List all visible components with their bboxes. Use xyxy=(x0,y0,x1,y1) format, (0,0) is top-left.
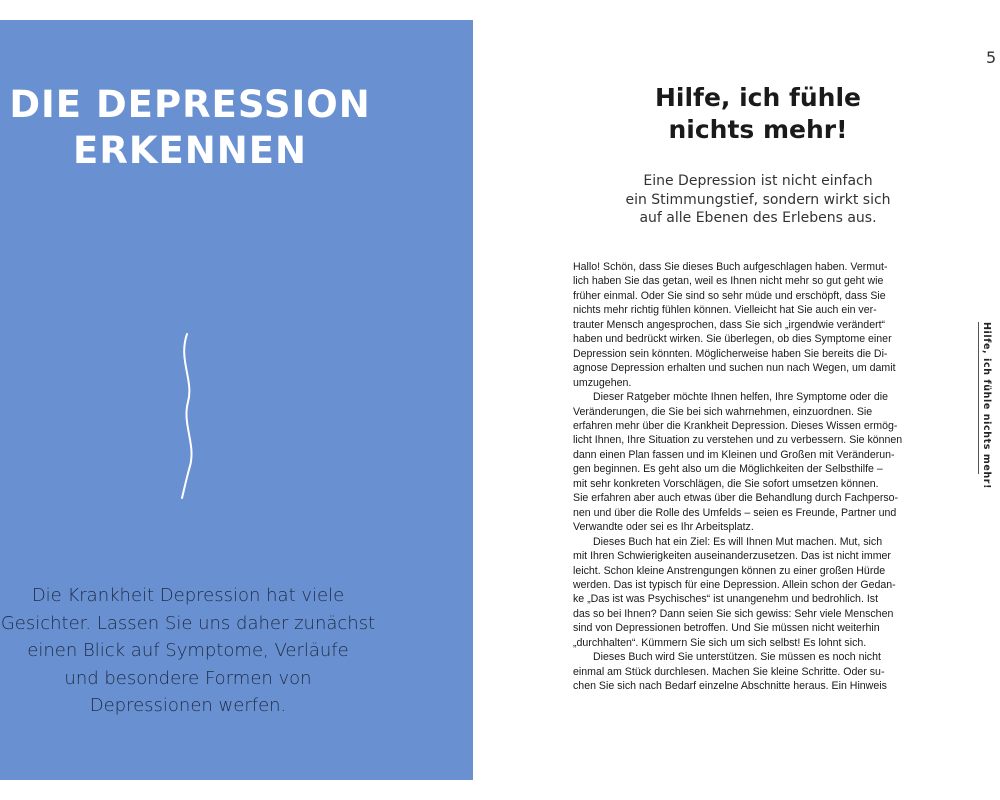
subtitle-line: auf alle Ebenen des Erlebens aus. xyxy=(639,210,877,226)
subtitle-line: ein Stimmungstief, sondern wirkt sich xyxy=(625,191,891,208)
body-line: sind von Depressionen betroffen. Und Sie müssen nicht weiterhin xyxy=(573,622,880,635)
body-line: agnose Depression erhalten und suchen nun nach Wegen, um damit xyxy=(573,362,896,375)
section-heading xyxy=(600,82,916,146)
body-line: nichts mehr richtig fühlen können. Vielleicht hat Sie auch ein ver- xyxy=(573,304,877,317)
body-line: Verwandte oder sei es Ihr Arbeitsplatz. xyxy=(573,521,754,534)
body-line: trauter Mensch angesprochen, dass Sie sich „irgendwie verändert“ xyxy=(573,318,886,331)
body-line: nen und über die Rolle des Umfelds – seien es Freunde, Partner und xyxy=(573,506,897,519)
subtitle-line: Eine Depression ist nicht einfach xyxy=(643,173,873,189)
body-line: früher einmal. Oder Sie sind so sehr müde und erschöpft, dass Sie xyxy=(573,289,886,302)
body-line: Sie erfahren aber auch etwas über die Behandlung durch Fachperso- xyxy=(573,492,899,505)
running-head-text: Hilfe, ich fühle nichts mehr! xyxy=(981,322,992,490)
body-line: Hallo! Schön, dass Sie dieses Buch aufgeschlagen haben. Vermut- xyxy=(573,261,888,273)
body-line: Dieses Buch hat ein Ziel: Es will Ihnen Mut machen. Mut, sich xyxy=(593,535,883,548)
left-page-panel xyxy=(0,20,473,780)
body-text xyxy=(573,260,953,694)
body-line: haben und bedrückt wirken. Sie überlegen, ob dies Symptome einer xyxy=(573,333,892,346)
chapter-title-line: ERKENNEN xyxy=(73,129,307,172)
chapter-intro xyxy=(0,582,376,720)
intro-line: Depressionen werfen. xyxy=(89,695,287,716)
wavy-line-decoration xyxy=(170,330,210,500)
body-line: Veränderungen, die Sie bei sich wahrnehmen, einzuordnen. Sie xyxy=(573,405,873,418)
body-line: chen Sie sich nach Bedarf einzelne Abschnitte heraus. Ein Hinweis xyxy=(573,680,887,693)
body-line: ke „Das ist was Psychisches“ ist unangenehm und bedrohlich. Ist xyxy=(573,593,879,606)
body-line: mit Ihren Schwierigkeiten auseinanderzusetzen. Das ist nicht immer xyxy=(573,550,891,563)
chapter-title xyxy=(0,82,380,174)
intro-line: Die Krankheit Depression hat viele xyxy=(31,585,345,606)
heading-line: Hilfe, ich fühle xyxy=(655,83,861,112)
body-line: einmal am Stück durchlesen. Machen Sie kleine Schritte. Oder su- xyxy=(573,665,885,678)
running-head xyxy=(978,322,995,490)
body-line: erfahren mehr über die Krankheit Depression. Dieses Wissen ermög- xyxy=(573,419,898,432)
body-line: werden. Das ist typisch für eine Depression. Allein schon der Gedan- xyxy=(573,578,896,591)
section-subtitle xyxy=(600,172,916,228)
heading-line: nichts mehr! xyxy=(668,115,848,144)
intro-line: und besondere Formen von xyxy=(64,667,312,689)
body-line: gen beginnen. Es geht also um die Möglichkeiten der Selbsthilfe – xyxy=(573,463,883,476)
body-line: Depression sein könnten. Möglicherweise haben Sie bereits die Di- xyxy=(573,347,888,360)
body-line: „durchhalten“. Kümmern Sie sich um sich selbst! Es lohnt sich. xyxy=(573,636,867,649)
body-line: licht Ihnen, Ihre Situation zu verstehen und zu verbessern. Sie können xyxy=(573,434,903,447)
chapter-title-line: DIE DEPRESSION xyxy=(9,83,371,126)
body-line: lich haben Sie das getan, weil es Ihnen nicht mehr so gut geht wie xyxy=(573,275,884,288)
body-line: mit sehr konkreten Vorschlägen, die Sie sofort umsetzen können. xyxy=(573,477,879,490)
body-line: Dieser Ratgeber möchte Ihnen helfen, Ihre Symptome oder die xyxy=(593,391,889,404)
intro-line: Gesichter. Lassen Sie uns daher zunächst xyxy=(0,612,376,634)
intro-line: einen Blick auf Symptome, Verläufe xyxy=(27,640,349,661)
body-line: das so bei Ihnen? Dann seien Sie sich gewiss: Sehr viele Menschen xyxy=(573,607,894,620)
body-line: umzugehen. xyxy=(573,376,632,389)
body-line: Dieses Buch wird Sie unterstützen. Sie müssen es noch nicht xyxy=(593,651,881,664)
page-number: 5 xyxy=(986,48,997,67)
body-line: dann einen Plan fassen und im Kleinen und Großen mit Veränderun- xyxy=(573,448,895,461)
body-line: leicht. Schon kleine Anstrengungen können zu einer großen Hürde xyxy=(573,564,886,577)
